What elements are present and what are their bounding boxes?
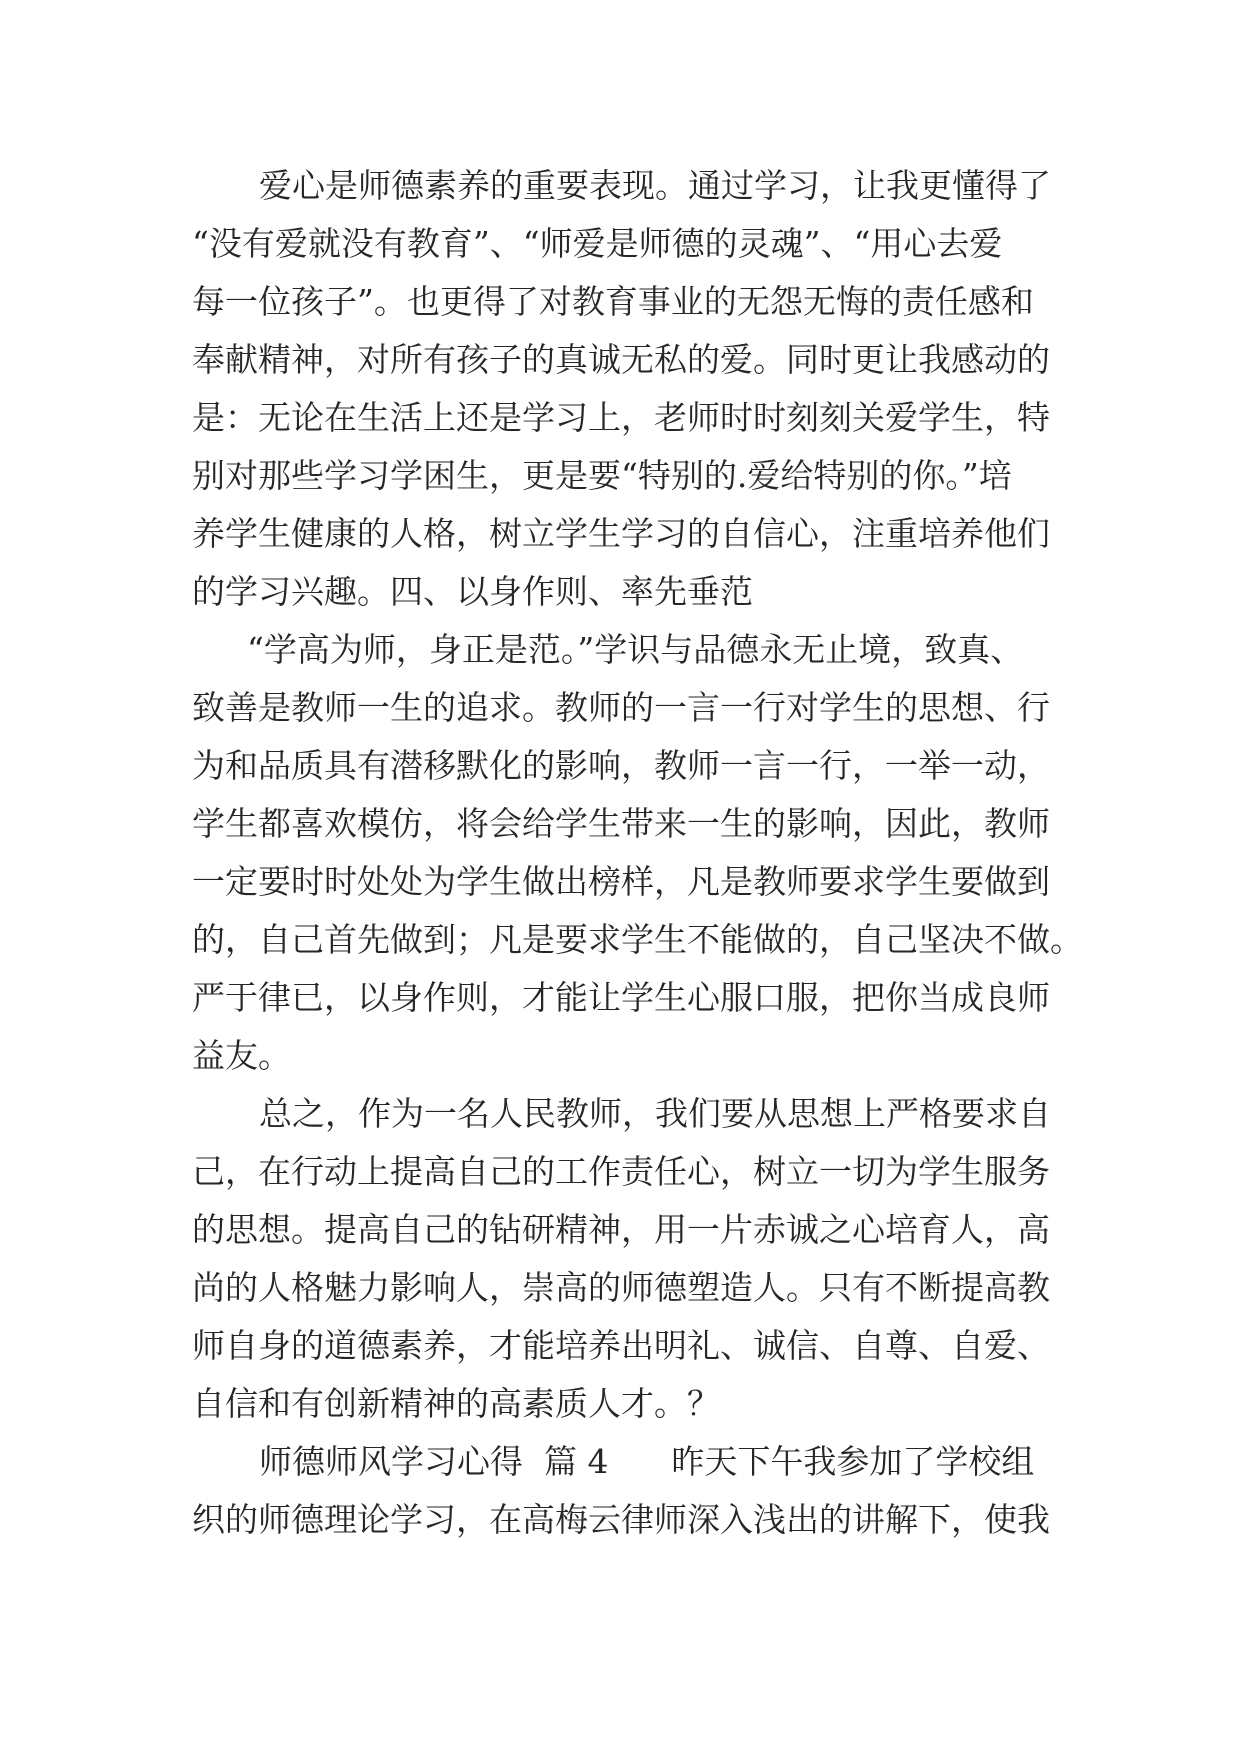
text-line: “学高为师，身正是范。”学识与品德永无止境，致真、 — [247, 630, 1024, 669]
text-line: 学生都喜欢模仿，将会给学生带来一生的影响，因此，教师 — [192, 804, 1050, 843]
text-line: 己，在行动上提高自己的工作责任心，树立一切为学生服务 — [192, 1152, 1050, 1191]
text-line: 的学习兴趣。四、以身作则、率先垂范 — [192, 572, 753, 611]
text-line: 总之，作为一名人民教师，我们要从思想上严格要求自 — [259, 1094, 1051, 1133]
text-line: 的思想。提高自己的钻研精神，用一片赤诚之心培育人，高 — [192, 1210, 1050, 1249]
text-line: 奉献精神，对所有孩子的真诚无私的爱。同时更让我感动的 — [192, 340, 1050, 379]
text-line: 自信和有创新精神的高素质人才。？ — [192, 1384, 720, 1423]
text-line: 的，自己首先做到；凡是要求学生不能做的，自己坚决不做。 — [192, 920, 1083, 959]
text-line: 养学生健康的人格，树立学生学习的自信心，注重培养他们 — [192, 514, 1050, 553]
text-line: 师德师风学习心得 篇 4 昨天下午我参加了学校组 — [259, 1442, 1035, 1481]
text-line: 为和品质具有潜移默化的影响，教师一言一行，一举一动， — [192, 746, 1050, 785]
text-line: 致善是教师一生的追求。教师的一言一行对学生的思想、行 — [192, 688, 1050, 727]
text-line: 师自身的道德素养，才能培养出明礼、诚信、自尊、自爱、 — [192, 1326, 1050, 1365]
text-line: 严于律已，以身作则，才能让学生心服口服，把你当成良师 — [192, 978, 1050, 1017]
text-line: 爱心是师德素养的重要表现。通过学习，让我更懂得了 — [259, 166, 1051, 205]
text-line: 一定要时时处处为学生做出榜样，凡是教师要求学生要做到 — [192, 862, 1050, 901]
text-line: 益友。 — [192, 1036, 291, 1075]
text-line: 每一位孩子”。也更得了对教育事业的无怨无悔的责任感和 — [192, 282, 1034, 321]
text-line: 尚的人格魅力影响人，崇高的师德塑造人。只有不断提高教 — [192, 1268, 1050, 1307]
text-line: “没有爱就没有教育”、“师爱是师德的灵魂”、“用心去爱 — [192, 224, 1003, 263]
text-line: 别对那些学习学困生，更是要“特别的.爱给特别的你。”培 — [192, 456, 1012, 495]
text-line: 织的师德理论学习，在高梅云律师深入浅出的讲解下，使我 — [192, 1500, 1050, 1539]
text-line: 是：无论在生活上还是学习上，老师时时刻刻关爱学生，特 — [192, 398, 1050, 437]
